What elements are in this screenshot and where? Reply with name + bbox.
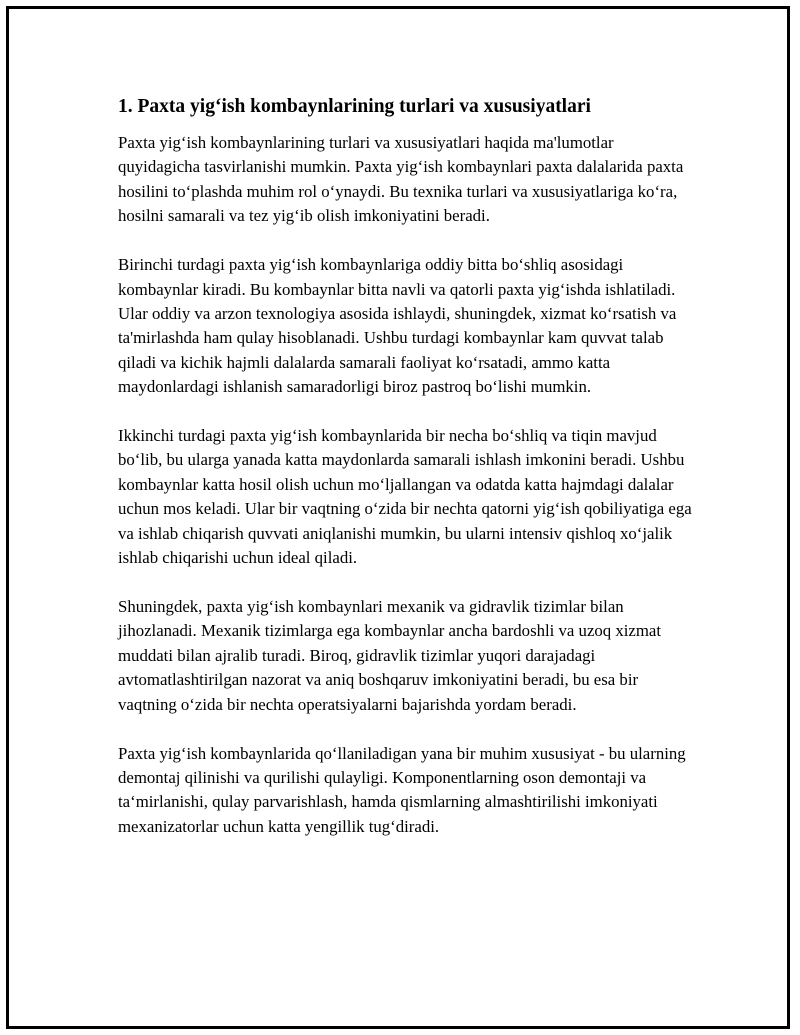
section-heading: 1. Paxta yig‘ish kombaynlarining turlari va xususiyatlari — [118, 96, 591, 117]
paragraph-maintenance: Paxta yig‘ish kombaynlarida qo‘llaniladigan yana bir muhim xususiyat - bu ularning demontaj qilinishi va qurilishi qulayligi. Komponentlarning oson demontaji va ta‘mirlanishi, qulay parvarishlash, hamda qismlarning almashtirilishi imkoniyati mexanizatorlar uchun katta yengillik tug‘diradi. — [118, 743, 686, 836]
document-body — [118, 93, 698, 864]
paragraph-intro: Paxta yig‘ish kombaynlarining turlari va xususiyatlari haqida ma'lumotlar quyidagicha tasvirlanishi mumkin. Paxta yig‘ish kombaynlari paxta dalalarida paxta hosilini to‘plashda muhim rol o‘ynaydi. Bu texnika turlari va xususiyatlariga ko‘ra, hosilni samarali va tez yig‘ib olish imkoniyatini beradi. — [118, 133, 684, 226]
paragraph-second-type: Ikkinchi turdagi paxta yig‘ish kombaynlarida bir necha bo‘shliq va tiqin mavjud bo‘lib, bu ularga yanada katta maydonlarda samarali ishlash imkonini beradi. Ushbu kombaynlar katta hosil olish uchun mo‘ljallangan va odatda katta hajmdagi dalalar uchun mos keladi. Ular bir vaqtning o‘zida bir nechta qatorni yig‘ish qobiliyatiga ega va ishlab chiqarish quvvati aniqlanishi mumkin, bu ularni intensiv qishloq xo‘jalik ishlab chiqarishi uchun ideal qiladi. — [118, 426, 692, 568]
paragraph-systems: Shuningdek, paxta yig‘ish kombaynlari mexanik va gidravlik tizimlar bilan jihozlanadi. Mexanik tizimlarga ega kombaynlar ancha bardoshli va uzoq xizmat muddati bilan ajralib turadi. Biroq, gidravlik tizimlar yuqori darajadagi avtomatlashtirilgan nazorat va aniq boshqaruv imkoniyatini beradi, bu esa bir vaqtning o‘zida bir nechta operatsiyalarni bajarishda yordam beradi. — [118, 597, 662, 714]
paragraph-first-type: Birinchi turdagi paxta yig‘ish kombaynlariga oddiy bitta bo‘shliq asosidagi kombaynlar kiradi. Bu kombaynlar bitta navli va qatorli paxta yig‘ishda ishlatiladi. Ular oddiy va arzon texnologiya asosida ishlaydi, shuningdek, xizmat ko‘rsatish va ta'mirlashda ham qulay hisoblanadi. Ushbu turdagi kombaynlar kam quvvat talab qiladi va kichik hajmli dalalarda samarali faoliyat ko‘rsatadi, ammo katta maydonlardagi ishlanish samaradorligi biroz pastroq bo‘lishi mumkin. — [118, 255, 677, 397]
